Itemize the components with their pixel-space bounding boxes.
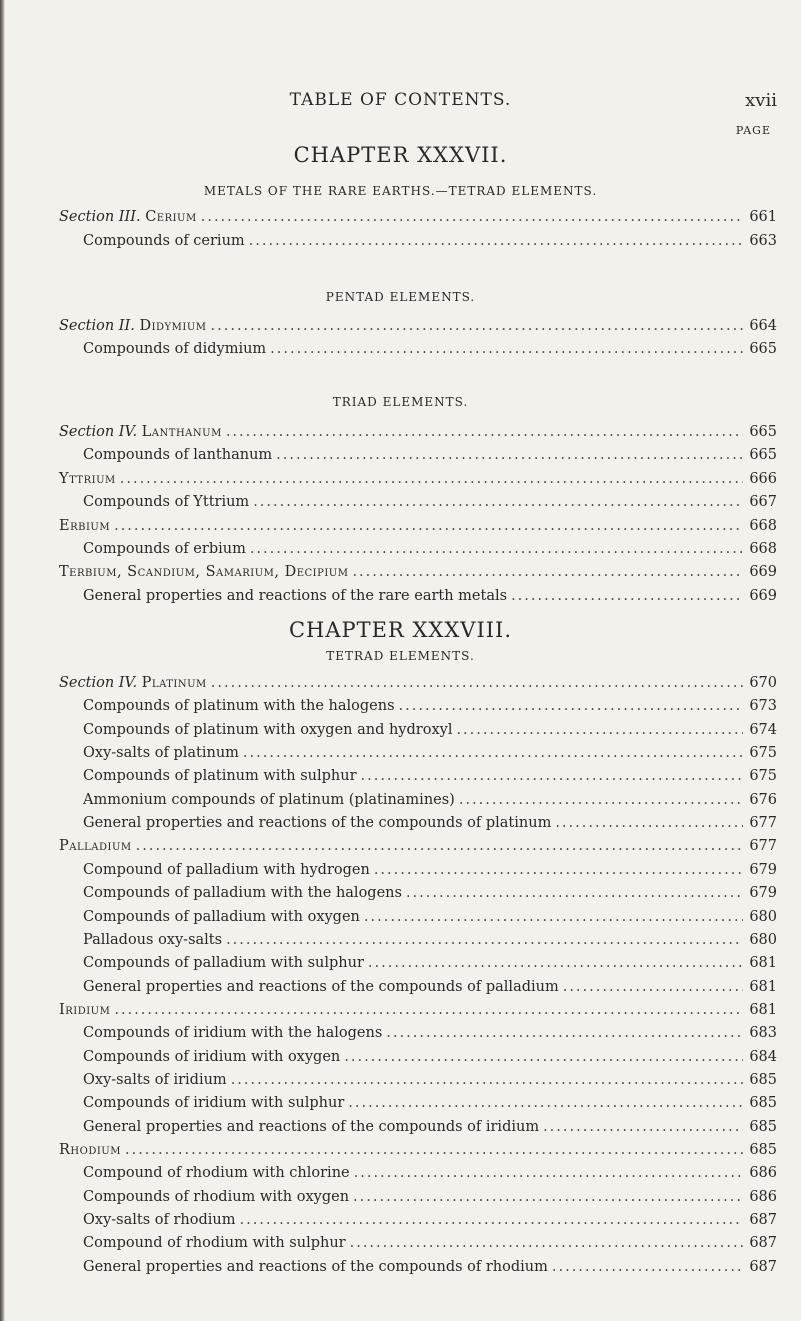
page-number: 665 [749, 447, 777, 463]
chapter-heading: CHAPTER XXXVIII. [288, 618, 513, 642]
toc-entry-title [83, 768, 357, 784]
element-name: Terbium, Scandium, Samarium, Decipium [59, 564, 349, 580]
toc-entry [83, 909, 777, 929]
entry-text: Compounds of iridium with the halogens [83, 1025, 383, 1041]
toc-entry-title [83, 447, 272, 463]
entry-text: Oxy-salts of rhodium [83, 1212, 236, 1228]
toc-entry [83, 1049, 777, 1069]
dot-leader [211, 675, 743, 691]
page-number: 669 [749, 588, 777, 604]
toc-entry-title [83, 1235, 346, 1251]
page-number: 683 [749, 1025, 777, 1041]
group-heading: TETRAD ELEMENTS. [326, 649, 475, 663]
toc-entry [83, 447, 777, 467]
dot-leader [555, 815, 743, 831]
dot-leader [250, 541, 743, 557]
element-name: Rhodium [59, 1142, 121, 1158]
dot-leader [552, 1259, 743, 1275]
toc-entry [83, 1235, 777, 1255]
page-number: 674 [749, 722, 777, 738]
running-title: TABLE OF CONTENTS. [289, 90, 512, 110]
toc-entry-title [83, 1212, 235, 1228]
page-number: 685 [749, 1072, 777, 1088]
toc-entry-title [59, 675, 207, 691]
group-heading: TRIAD ELEMENTS. [332, 395, 469, 409]
toc-entry [83, 1095, 777, 1115]
dot-leader [136, 838, 743, 854]
page-number: 670 [749, 675, 777, 691]
dot-leader [350, 1235, 743, 1251]
dot-leader [211, 318, 743, 334]
page-number: 665 [749, 341, 777, 357]
entry-text: Compounds of rhodium with oxygen [83, 1189, 350, 1205]
toc-entry [83, 979, 777, 999]
toc-entry-title [83, 815, 551, 831]
toc-entry-title [83, 1049, 340, 1065]
entry-text: Oxy-salts of platinum [83, 745, 239, 761]
toc-entry [83, 1119, 777, 1139]
entry-text: Compounds of platinum with the halogens [83, 698, 395, 714]
toc-entry-title [83, 698, 395, 714]
toc-entry-title [83, 955, 364, 971]
toc-entry [59, 318, 777, 338]
page-number: 673 [749, 698, 777, 714]
dot-leader [406, 885, 743, 901]
dot-leader [253, 494, 743, 510]
toc-entry [59, 1002, 777, 1022]
toc-entry-title [59, 209, 197, 225]
entry-text: Compound of palladium with hydrogen [83, 862, 370, 878]
entry-text: General properties and reactions of the compounds of platinum [83, 815, 552, 831]
toc-entry [83, 932, 777, 952]
dot-leader [226, 932, 743, 948]
dot-leader [563, 979, 743, 995]
page-number: 684 [749, 1049, 777, 1065]
page-number: 661 [749, 209, 777, 225]
toc-entry-title [83, 1165, 350, 1181]
element-name: Platinum [141, 675, 207, 691]
page-number: 663 [749, 233, 777, 249]
section-label: Section II. [59, 318, 135, 334]
page-number: 669 [749, 564, 777, 580]
toc-entry [83, 588, 777, 608]
toc-entry-title [59, 471, 116, 487]
page-number: 680 [749, 932, 777, 948]
toc-entry-title [83, 341, 266, 357]
page-number: 685 [749, 1142, 777, 1158]
dot-leader [352, 564, 743, 580]
dot-leader [114, 1002, 743, 1018]
entry-text: General properties and reactions of the rare earth metals [83, 588, 508, 604]
element-name: Yttrium [59, 471, 116, 487]
entry-text: General properties and reactions of the compounds of rhodium [83, 1259, 548, 1275]
dot-leader [353, 1189, 743, 1205]
dot-leader [125, 1142, 743, 1158]
entry-text: Oxy-salts of iridium [83, 1072, 227, 1088]
toc-entry [83, 1072, 777, 1092]
dot-leader [386, 1025, 743, 1041]
toc-entry-title [83, 1025, 382, 1041]
dot-leader [399, 698, 743, 714]
toc-entry-title [59, 424, 222, 440]
toc-entry-title [83, 909, 360, 925]
dot-leader [368, 955, 743, 971]
page-number: 686 [749, 1189, 777, 1205]
toc-entry-title [83, 885, 402, 901]
entry-text: Compounds of erbium [83, 541, 246, 557]
dot-leader [374, 862, 743, 878]
dot-leader [511, 588, 743, 604]
toc-entry-title [83, 1259, 548, 1275]
element-name: Erbium [59, 518, 111, 534]
entry-text: Compounds of palladium with the halogens [83, 885, 402, 901]
toc-entry-title [59, 1002, 110, 1018]
toc-entry [83, 955, 777, 975]
section-label: Section III. [59, 209, 141, 225]
entry-text: Ammonium compounds of platinum (platinamines) [83, 792, 455, 808]
toc-entry-title [83, 541, 246, 557]
toc-entry-title [83, 745, 239, 761]
entry-text: Compounds of didymium [83, 341, 267, 357]
entry-text: Palladous oxy-salts [83, 932, 223, 948]
entry-text: Compounds of platinum with sulphur [83, 768, 357, 784]
dot-leader [249, 233, 743, 249]
toc-entry [83, 233, 777, 253]
dot-leader [348, 1095, 743, 1111]
section-label: Section IV. [59, 424, 138, 440]
page-number: 681 [749, 979, 777, 995]
page-folio: xvii [745, 90, 777, 111]
toc-entry [83, 1259, 777, 1279]
entry-text: Compounds of cerium [83, 233, 245, 249]
page-number: 667 [749, 494, 777, 510]
entry-text: General properties and reactions of the compounds of palladium [83, 979, 559, 995]
page-number: 679 [749, 862, 777, 878]
toc-entry [59, 838, 777, 858]
page-number: 668 [749, 518, 777, 534]
toc-entry [83, 792, 777, 812]
toc-entry [59, 675, 777, 695]
toc-entry [59, 471, 777, 491]
page-number: 666 [749, 471, 777, 487]
toc-entry [83, 1212, 777, 1232]
toc-entry-title [59, 838, 132, 854]
dot-leader [543, 1119, 743, 1135]
toc-entry-title [83, 932, 222, 948]
page-number: 680 [749, 909, 777, 925]
dot-leader [243, 745, 743, 761]
entry-text: Compound of rhodium with chlorine [83, 1165, 350, 1181]
toc-entry [83, 1025, 777, 1045]
toc-entry [59, 1142, 777, 1162]
entry-text: Compounds of iridium with sulphur [83, 1095, 345, 1111]
toc-entry-title [83, 494, 249, 510]
toc-entry-title [83, 979, 559, 995]
entry-text: Compounds of Yttrium [83, 494, 250, 510]
dot-leader [459, 792, 743, 808]
entry-text: Compounds of iridium with oxygen [83, 1049, 341, 1065]
toc-entry-title [83, 792, 455, 808]
page-number: 687 [749, 1235, 777, 1251]
dot-leader [270, 341, 743, 357]
entry-text: Compounds of palladium with sulphur [83, 955, 364, 971]
page-number: 687 [749, 1259, 777, 1275]
toc-entry [83, 862, 777, 882]
section-label: Section IV. [59, 675, 138, 691]
toc-entry [83, 885, 777, 905]
page-column-label: PAGE [735, 124, 771, 137]
dot-leader [354, 1165, 743, 1181]
group-heading: PENTAD ELEMENTS. [325, 290, 476, 304]
entry-text: General properties and reactions of the compounds of iridium [83, 1119, 540, 1135]
toc-entry [83, 722, 777, 742]
element-name: Lanthanum [141, 424, 222, 440]
page-number: 685 [749, 1095, 777, 1111]
entry-text: Compound of rhodium with sulphur [83, 1235, 346, 1251]
page-number: 668 [749, 541, 777, 557]
toc-entry [83, 494, 777, 514]
toc-entry [83, 1189, 777, 1209]
toc-entry [83, 541, 777, 561]
toc-entry-title [83, 722, 452, 738]
toc-entry-title [59, 318, 207, 334]
toc-entry-title [83, 862, 370, 878]
toc-entry-title [83, 1189, 349, 1205]
chapter-heading: CHAPTER XXXVII. [293, 143, 508, 167]
toc-entry-title [59, 1142, 121, 1158]
dot-leader [239, 1212, 743, 1228]
page-number: 676 [749, 792, 777, 808]
toc-entry [59, 209, 777, 229]
dot-leader [114, 518, 743, 534]
toc-entry-title [83, 588, 507, 604]
element-name: Palladium [59, 838, 132, 854]
page-number: 675 [749, 745, 777, 761]
page-number: 686 [749, 1165, 777, 1181]
toc-entry-title [83, 233, 245, 249]
dot-leader [276, 447, 743, 463]
group-heading: METALS OF THE RARE EARTHS.—TETRAD ELEMENTS. [203, 184, 598, 198]
toc-entry [59, 564, 777, 584]
page-number: 675 [749, 768, 777, 784]
toc-entry [83, 698, 777, 718]
entry-text: Compounds of palladium with oxygen [83, 909, 360, 925]
toc-entry-title [83, 1072, 227, 1088]
page-number: 679 [749, 885, 777, 901]
toc-entry [83, 341, 777, 361]
page-number: 665 [749, 424, 777, 440]
dot-leader [456, 722, 743, 738]
page-number: 685 [749, 1119, 777, 1135]
toc-entry [59, 518, 777, 538]
toc-entry [83, 745, 777, 765]
dot-leader [344, 1049, 743, 1065]
entry-text: Compounds of platinum with oxygen and hydroxyl [83, 722, 453, 738]
toc-entry-title [59, 518, 110, 534]
element-name: Iridium [59, 1002, 111, 1018]
dot-leader [120, 471, 743, 487]
dot-leader [361, 768, 744, 784]
toc-entry-title [83, 1095, 344, 1111]
page-number: 677 [749, 838, 777, 854]
dot-leader [201, 209, 743, 225]
page-number: 677 [749, 815, 777, 831]
element-name: Didymium [139, 318, 207, 334]
entry-text: Compounds of lanthanum [83, 447, 273, 463]
page-number: 664 [749, 318, 777, 334]
toc-entry [83, 815, 777, 835]
toc-entry-title [83, 1119, 539, 1135]
dot-leader [364, 909, 743, 925]
toc-entry [83, 768, 777, 788]
dot-leader [226, 424, 743, 440]
element-name: Cerium [145, 209, 197, 225]
running-head [0, 90, 801, 112]
toc-entry [83, 1165, 777, 1185]
page-number: 681 [749, 955, 777, 971]
dot-leader [231, 1072, 743, 1088]
toc-entry-title [59, 564, 348, 580]
toc-entry [59, 424, 777, 444]
page-number: 687 [749, 1212, 777, 1228]
page-number: 681 [749, 1002, 777, 1018]
